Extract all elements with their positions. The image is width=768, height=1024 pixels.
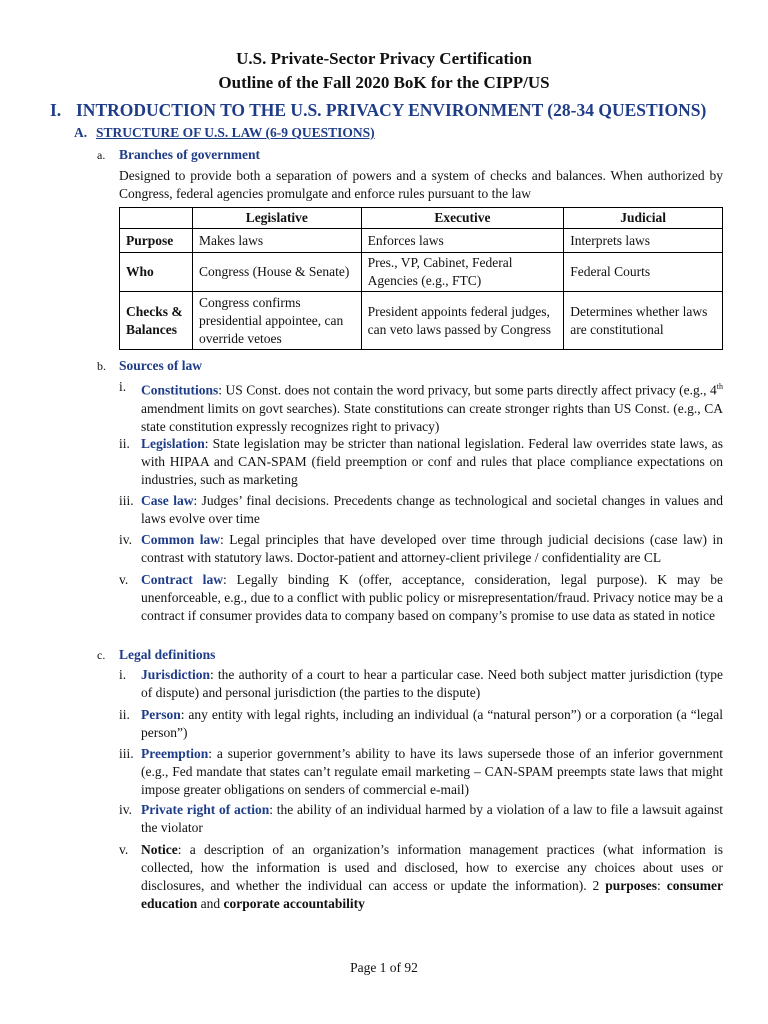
item-numeral: v. [119,842,129,857]
item-text: : US Const. does not contain the word privacy, but some parts directly affect privacy (e.g., 4 [218,382,717,398]
item-superscript: th [716,382,723,391]
item-text: : Legal principles that have developed over time through judicial decisions (case law) in contrast with statutory laws. Doctor-patient and attorney-client privilege / confidentiality are CL [141,532,724,565]
row-header-cell: Checks & Balances [120,292,193,350]
page-number: Page 1 of 92 [350,960,418,975]
list-item [119,745,723,799]
row-header-cell: Who [120,253,193,292]
item-bold-text: consumer education [141,878,723,911]
subsection-title: STRUCTURE OF U.S. LAW (6-9 QUESTIONS) [96,125,375,140]
table-cell: Makes laws [192,229,361,253]
subsection-letter: A. [74,125,88,140]
item-text: : State legislation may be stricter than national legislation. Federal law overrides state laws, as with HIPAA and CAN-SPAM (field preemption or conf and rules that place compliance expectations on industries, such as marketing [141,436,723,487]
table-cell: Determines whether laws are constitutional [564,292,723,350]
table-cell: Federal Courts [564,253,723,292]
item-term: Contract law [141,572,223,587]
item-text: : any entity with legal rights, including an individual (a “natural person”) or a corporation (a “legal person”) [141,707,723,740]
definitions-heading [97,646,215,664]
table-header-cell: Executive [361,208,564,229]
list-item [119,666,723,702]
item-numeral: iv. [119,802,132,817]
subsection-heading [74,124,375,142]
list-item [119,378,723,436]
table-cell: Congress (House & Senate) [192,253,361,292]
item-term: Jurisdiction [141,667,211,682]
branches-description: Designed to provide both a separation of powers and a system of checks and balances. When authorized by Congress, federal agencies promulgate and enforce rules pursuant to the law [119,168,723,201]
item-numeral: v. [119,572,129,587]
table-row [120,253,723,292]
item-term: Constitutions [141,382,219,398]
item-text: : the authority of a court to hear a particular case. Need both subject matter jurisdiction (type of dispute) and personal jurisdiction (the parties to the dispute) [141,667,723,700]
list-item [119,435,723,489]
table-row [120,292,723,350]
item-bold-text: purposes [605,878,658,893]
section-numeral: I. [50,100,62,120]
doc-title-line1: U.S. Private-Sector Privacy Certification [236,49,532,68]
table-cell: Pres., VP, Cabinet, Federal Agencies (e.g., FTC) [361,253,564,292]
table-header-row [120,208,723,229]
item-term: Preemption [141,746,209,761]
list-item [119,841,723,913]
item-text: : Legally binding K (offer, acceptance, consideration, legal purpose). K may be unenforceable, e.g., due to a conflict with public policy or misrepresentation/fraud. Privacy notice may be a contract if consumer provides data to company based on company’s promise to use data as stated in notice [141,572,723,623]
table-cell: Congress confirms presidential appointee, can override vetoes [192,292,361,350]
list-item [119,706,723,742]
branches-title: Branches of government [119,147,260,162]
table-header-cell: Judicial [564,208,723,229]
item-numeral: iv. [119,532,132,547]
item-numeral: iii. [119,746,134,761]
item-term: Private right of action [141,802,270,817]
item-text: : a description of an organization’s information management practices (what information is collected, how the information is used and disclosed, how to exercise any choices about uses or disclosures, and whether the individual can access or update the information). 2 [141,842,723,893]
item-term: Person [141,707,181,722]
item-term: Case law [141,493,194,508]
definitions-letter: c. [97,648,106,662]
table-cell: Enforces laws [361,229,564,253]
list-item [119,571,723,625]
doc-title-line2: Outline of the Fall 2020 BoK for the CIPP/US [218,73,550,92]
item-text: : [657,878,667,893]
section-title: INTRODUCTION TO THE U.S. PRIVACY ENVIRONMENT (28-34 QUESTIONS) [76,100,707,120]
item-text: : a superior government’s ability to have its laws supersede those of an inferior government (e.g., Fed mandate that states can’t regulate email marketing – CAN-SPAM preempts state laws that might impose greater obligations on senders of commercial e-mail) [141,746,723,797]
list-item [119,801,723,837]
item-text: : Judges’ final decisions. Precedents change as technological and societal changes in values and laws evolve over time [141,493,724,526]
sources-title: Sources of law [119,358,202,373]
item-term: Common law [141,532,220,547]
list-item [119,492,723,528]
table-header-cell [120,208,193,229]
item-text: : the ability of an individual harmed by a violation of a law to file a lawsuit against the violator [141,802,724,835]
table-cell: President appoints federal judges, can veto laws passed by Congress [361,292,564,350]
item-numeral: ii. [119,707,130,722]
sources-heading [97,357,202,375]
definitions-title: Legal definitions [119,647,216,662]
item-bold-text: corporate accountability [223,896,365,911]
table-header-cell: Legislative [192,208,361,229]
item-term: Legislation [141,436,205,451]
section-heading [50,98,750,122]
item-numeral: iii. [119,493,134,508]
list-item [119,531,723,567]
item-numeral: i. [119,379,127,394]
branches-letter: a. [97,148,106,162]
branches-heading [97,146,260,164]
item-numeral: ii. [119,436,130,451]
table-cell: Interprets laws [564,229,723,253]
table-row [120,229,723,253]
item-text: amendment limits on govt searches). State constitutions can create stronger rights than US Const. (e.g., CA state constitution expressly recognizes right to privacy) [141,400,723,434]
item-numeral: i. [119,667,127,682]
sources-letter: b. [97,359,106,373]
item-text: and [197,896,224,911]
row-header-cell: Purpose [120,229,193,253]
branches-table [119,207,723,350]
item-term: Notice [141,842,178,857]
